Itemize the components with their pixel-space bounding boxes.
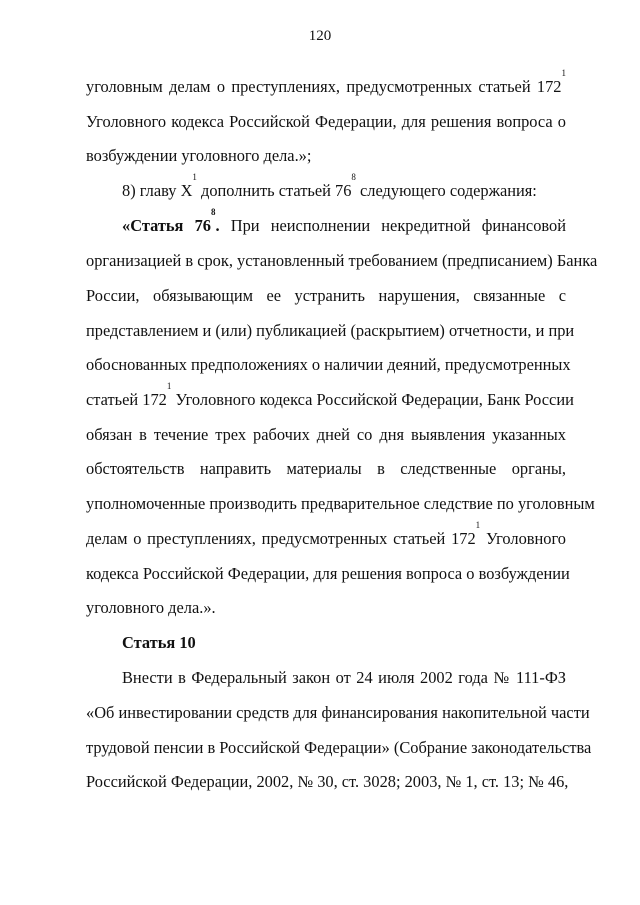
text-line: организацией в срок, установленный требованием (предписанием) Банка xyxy=(86,251,598,270)
text-line: статьей $172^1$ Уголовного кодекса Российской Федерации, Банк России xyxy=(86,381,574,409)
text-line: «Об инвестировании средств для финансирования накопительной части xyxy=(86,703,590,722)
text-line: уголовным делам о преступлениях, предусмотренных статьей $172^1$ xyxy=(86,68,566,96)
text-line: Российской Федерации, 2002, № 30, ст. 3028; 2003, № 1, ст. 13; № 46, xyxy=(86,772,569,791)
text-line: Уголовного кодекса Российской Федерации, для решения вопроса о xyxy=(86,112,566,131)
text-line: обстоятельств направить материалы в следственные органы, xyxy=(86,459,566,478)
text-line: обязан в течение трех рабочих дней со дня выявления указанных xyxy=(86,425,566,444)
text-line: обоснованных предположениях о наличии деяний, предусмотренных xyxy=(86,355,571,374)
text-line: Внести в Федеральный закон от 24 июля 2002 года № 111-ФЗ xyxy=(122,668,566,687)
text-line: уполномоченные производить предварительное следствие по уголовным xyxy=(86,494,595,513)
text-line: уголовного дела.». xyxy=(86,598,216,617)
text-line: 8) главу $X^1$ дополнить статьей $76^8$ следующего содержания: xyxy=(122,172,537,200)
text-line: представлением и (или) публикацией (раскрытием) отчетности, и при xyxy=(86,321,575,340)
text-line: возбуждении уголовного дела.»; xyxy=(86,146,312,165)
text-line: России, обязывающим ее устранить нарушения, связанные с xyxy=(86,286,566,305)
article-heading-line: «Статья $76^8$. При неисполнении некредитной финансовой xyxy=(122,207,566,235)
text-line: кодекса Российской Федерации, для решения вопроса о возбуждении xyxy=(86,564,570,583)
page-number: 120 xyxy=(308,28,332,44)
text-line: делам о преступлениях, предусмотренных статьей $172^1$ Уголовного xyxy=(86,520,566,548)
article-76-8-title: «Статья $76^8$. xyxy=(122,207,220,235)
text-line: трудовой пенсии в Российской Федерации» (Собрание законодательства xyxy=(86,738,592,757)
section-heading: Статья 10 xyxy=(122,633,196,652)
